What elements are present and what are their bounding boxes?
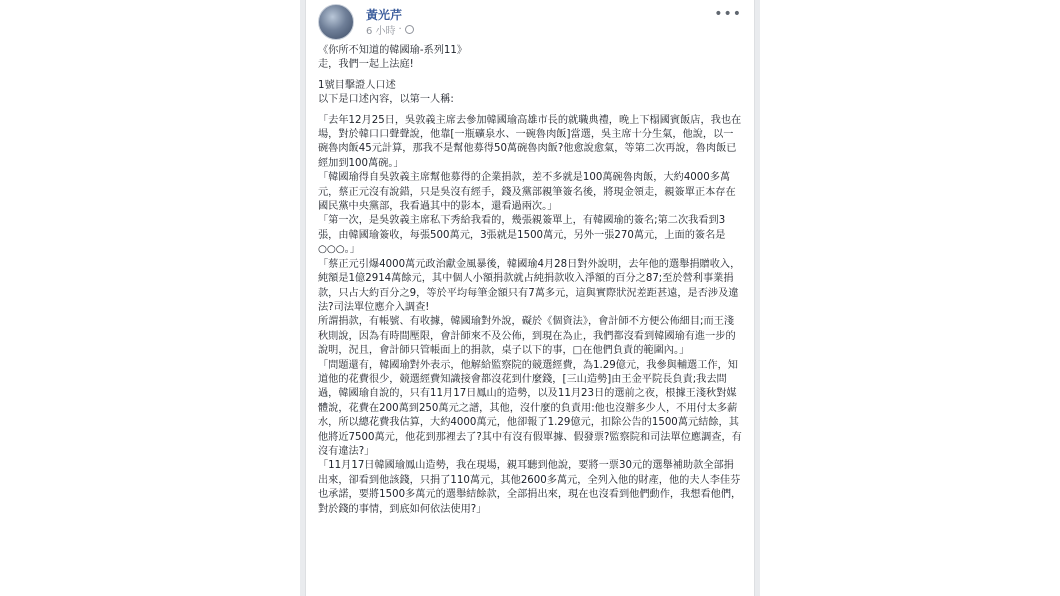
more-options-icon[interactable]: ••• xyxy=(714,6,742,22)
post-body xyxy=(306,38,754,517)
quote-paragraph: 「蔡正元引爆4000萬元政治獻金風暴後，韓國瑜4月28日對外說明，去年他的選舉捐贈收入，純額是1億2914萬餘元，其中個人小額捐款就占純捐款收入淨額的百分之87;至於營利事業捐款，只占大約百分之9，等於平均每筆金額只有7萬多元，這與實際狀況差距甚遠，是否涉及違法?司法單位應介入調查! xyxy=(318,258,741,313)
separator-dot: · xyxy=(398,24,402,35)
post-header xyxy=(306,0,754,38)
globe-icon xyxy=(405,25,414,34)
avatar[interactable] xyxy=(318,4,354,40)
gutter-right xyxy=(755,0,760,596)
facebook-post xyxy=(305,0,755,596)
post-time[interactable]: 6 小時 xyxy=(366,26,396,37)
post-meta xyxy=(366,22,414,37)
quote-paragraph: 「去年12月25日，吳敦義主席去參加韓國瑜高雄市長的就職典禮，晚上下榻國賓飯店，我也在場，對於韓口口聲聲說，他靠[一瓶礦泉水、一碗魯肉飯]當選，吳主席十分生氣，他說，以一碗魯肉飯45元計算，那我不是幫他募得50萬碗魯肉飯?他愈說愈氣，等第二次再說，魯肉飯已經加到100萬碗。」 xyxy=(318,114,742,169)
page-background-left xyxy=(0,0,300,596)
post-line: 《你所不知道的韓國瑜-系列11》 xyxy=(318,45,468,56)
post-line: 1號目擊證人口述 xyxy=(318,79,396,91)
author-name[interactable]: 黃光芹 xyxy=(366,8,403,22)
post-line: 走，我們一起上法庭! xyxy=(318,59,414,71)
quote-paragraph: 「第一次，是吳敦義主席私下秀給我看的，幾張親簽單上，有韓國瑜的簽名;第二次我看到3張，由韓國瑜簽收，每張500萬元，3張就是1500萬元，另外一張270萬元，上面的簽名是○○○。」 xyxy=(318,215,726,256)
quote-paragraph: 「韓國瑜得自吳敦義主席幫他募得的企業捐款，差不多就是100萬碗魯肉飯，大約4000多萬元，蔡正元沒有說錯，只是吳沒有經手，錢及黨部親筆簽名後，將現金領走，親簽單正本存在國民黨中央黨部，我看過其中的影本，還看過兩次。」 xyxy=(318,172,736,213)
post-line: 以下是口述內容，以第一人稱: xyxy=(318,94,454,106)
page-background-right xyxy=(760,0,1060,596)
quote-paragraph: 「11月17日韓國瑜鳳山造勢，我在現場，親耳聽到他說，要將一票30元的選舉補助款全部捐出來，卻看到他該錢，只捐了110萬元，其他2600多萬元，全列入他的財產，他的夫人李佳芬也承諾，要將1500多萬元的選舉結餘款，全部捐出來，現在也沒看到他們動作，我想看他們，對於錢的事情，到底如何依法使用?」 xyxy=(318,460,742,515)
quote-paragraph: 所謂捐款，有帳號、有收據，韓國瑜對外說，礙於《個資法》，會計師不方便公佈細目;而王淺秋則說，因為有時間壓限，會計師來不及公佈，到現在為止，我們都沒看到韓國瑜有進一步的說明，況且，會計師只管帳面上的捐款，桌子以下的事，□在他們負責的範圍內。」 xyxy=(318,316,736,357)
quote-paragraph: 「問題還有，韓國瑜對外表示，他解給監察院的競選經費，為1.29億元，我參與輔選工作，知道他的花費很少，競選經費知識接會都沒花到什麼錢，[三山造勢]由王金平院長負責;我去問過，韓國瑜自說的，只有11月17日鳳山的造勢，以及11月23日的選前之夜，根據王淺秋對媒體說，花費在200萬到250萬元之譜，其他，沒什麼的負責用:他也沒辦多少人，不用付太多薪水，所以總花費我估算，大約4000萬元，他卻報了1.29億元，扣除公告的1500萬元結餘，其他將近7500萬元，他花到那裡去了?其中有沒有假單據、假發票?監察院和司法單位應調查，有沒有違法?」 xyxy=(318,359,742,457)
